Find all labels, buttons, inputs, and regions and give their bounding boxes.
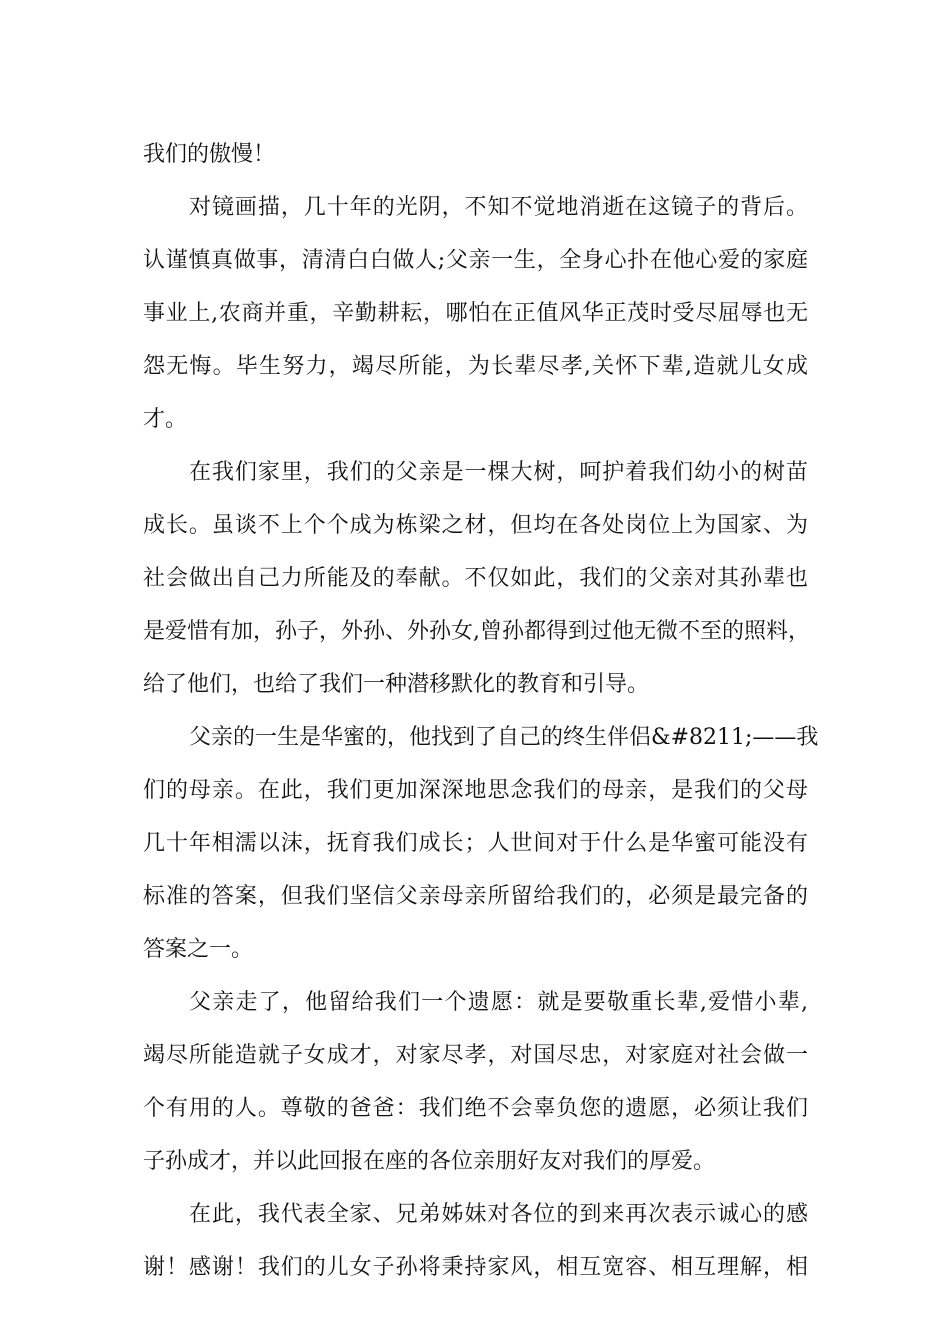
paragraph-start-line: 对镜画描，几十年的光阴，不知不觉地消逝在这镜子的背后。 [189, 195, 808, 220]
text-line: 社会做出自己力所能及的奉献。不仅如此，我们的父亲对其孙辈也 [143, 566, 808, 591]
paragraph-start-line: 父亲走了，他留给我们一个遗愿：就是要敬重长辈,爱惜小辈, [189, 990, 808, 1015]
paragraph-start-line: 在我们家里，我们的父亲是一棵大树，呵护着我们幼小的树苗 [189, 460, 808, 485]
text-line: 认谨慎真做事，清清白白做人;父亲一生，全身心扑在他心爱的家庭 [143, 248, 808, 273]
document-page [143, 128, 819, 1294]
text-line: 怨无悔。毕生努力，竭尽所能，为长辈尽孝,关怀下辈,造就儿女成 [143, 354, 808, 379]
text-line: 才。 [143, 407, 188, 432]
text-line: 给了他们，也给了我们一种潜移默化的教育和引导。 [143, 672, 650, 697]
text-line: 是爱惜有加，孙子，外孙、外孙女,曾孙都得到过他无微不至的照料， [143, 619, 810, 644]
text-line: 事业上,农商并重，辛勤耕耘，哪怕在正值风华正茂时受尽屈辱也无 [143, 301, 808, 326]
text-line: 我们的傲慢！ [143, 142, 276, 167]
text-line: 们的母亲。在此，我们更加深深地思念我们的母亲，是我们的父母 [143, 778, 808, 803]
text-line: 竭尽所能造就子女成才，对家尽孝，对国尽忠，对家庭对社会做一 [143, 1043, 808, 1068]
text-line: 个有用的人。尊敬的爸爸：我们绝不会辜负您的遗愿，必须让我们 [143, 1096, 808, 1121]
text-line: 标准的答案，但我们坚信父亲母亲所留给我们的，必须是最完备的 [143, 884, 808, 909]
paragraph-start-line: 在此，我代表全家、兄弟姊妹对各位的到来再次表示诚心的感 [189, 1202, 808, 1227]
text-line: 成长。虽谈不上个个成为栋梁之材，但均在各处岗位上为国家、为 [143, 513, 808, 538]
text-line: 子孙成才，并以此回报在座的各位亲朋好友对我们的厚爱。 [143, 1149, 716, 1174]
text-line: 答案之一。 [143, 937, 254, 962]
paragraph-start-line: 父亲的一生是华蜜的，他找到了自己的终生伴侣&#8211;——我 [189, 725, 819, 750]
text-line: 谢！感谢！我们的儿女子孙将秉持家风，相互宽容、相互理解，相 [143, 1255, 808, 1280]
text-line: 几十年相濡以沫，抚育我们成长；人世间对于什么是华蜜可能没有 [143, 831, 808, 856]
